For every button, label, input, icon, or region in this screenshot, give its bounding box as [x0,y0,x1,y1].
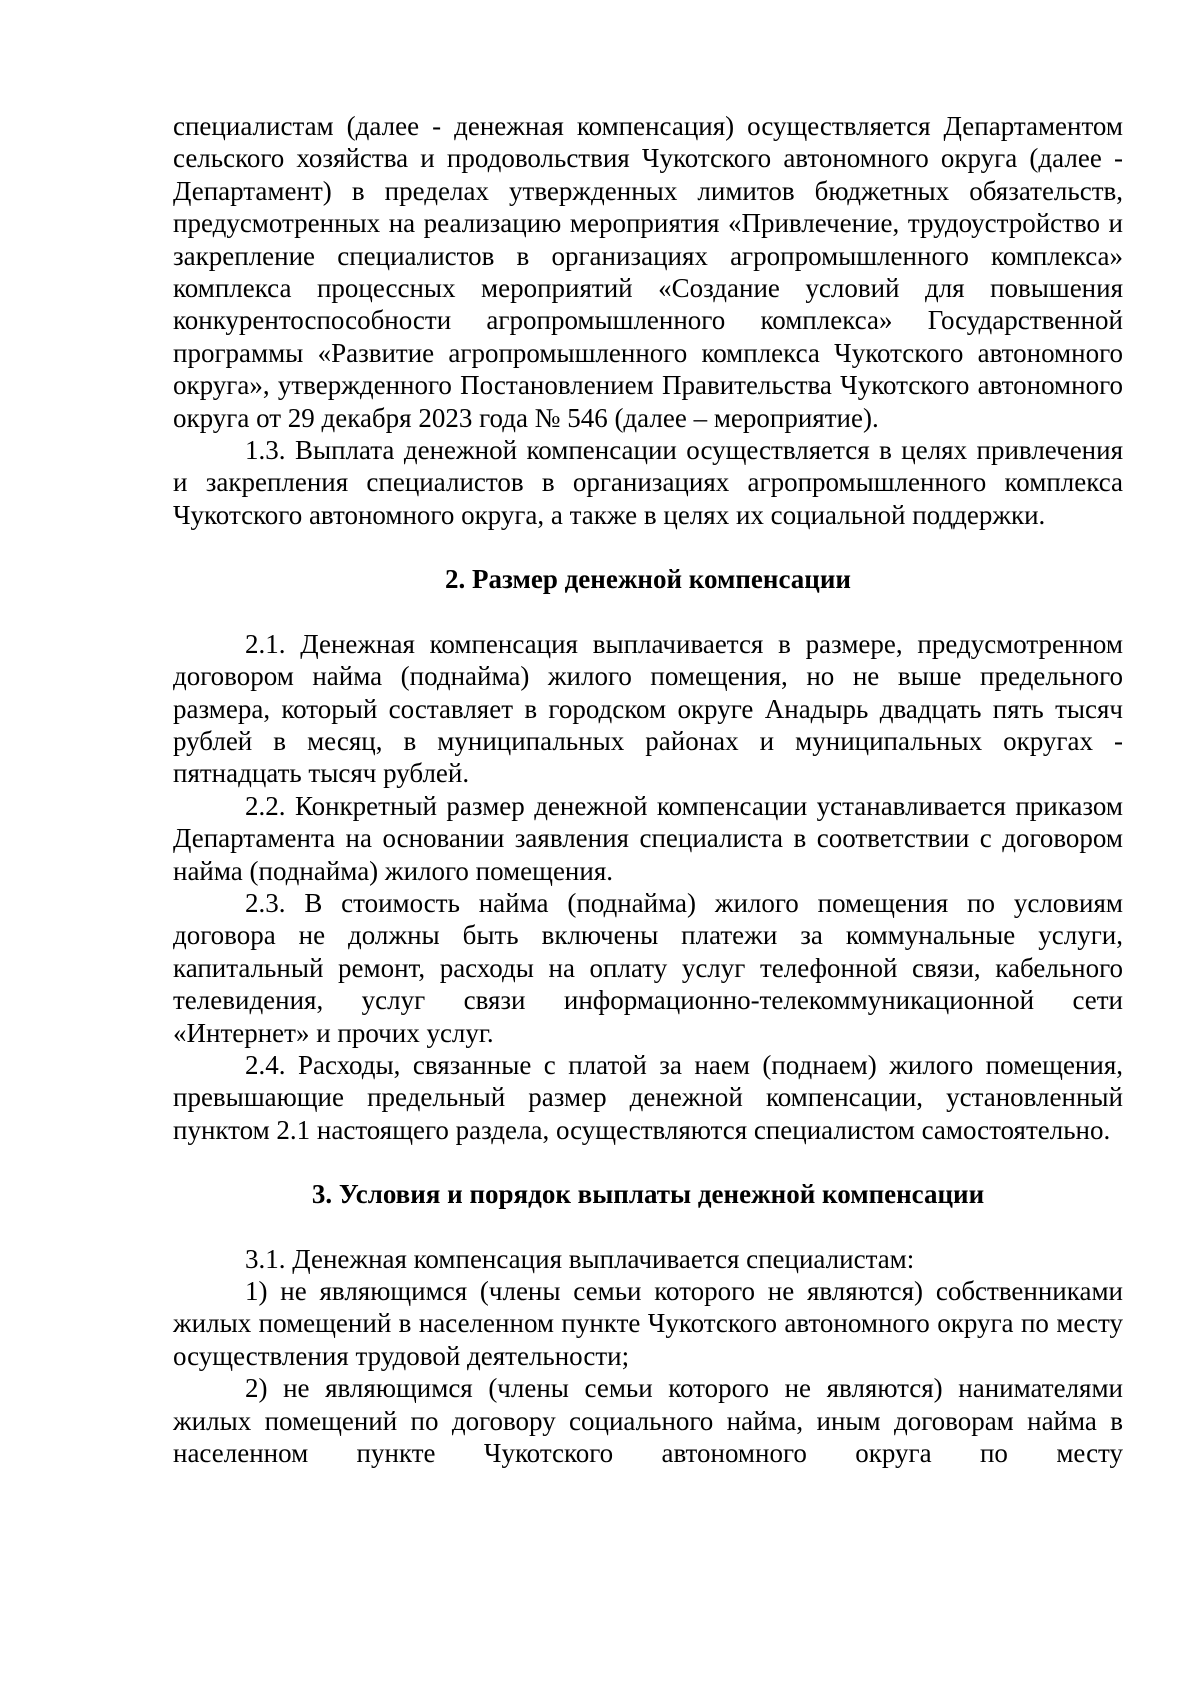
paragraph-3-1-item-1: 1) не являющимся (члены семьи которого не являются) собственниками жилых помещений в населенном пункте Чукотского автономного округа по месту осуществления трудовой деятельности; [173,1276,1123,1371]
paragraph-3-1-item-2: 2) не являющимся (члены семьи которого не являются) нанимателями жилых помещений по договору социального найма, иным договорам найма в населенном пункте Чукотского автономного округа по месту [173,1373,1123,1469]
paragraph-3-1: 3.1. Денежная компенсация выплачивается специалистам: [245,1243,915,1274]
paragraph-2-3: 2.3. В стоимость найма (поднайма) жилого помещения по условиям договора не должны быть включены платежи за коммунальные услуги, капитальный ремонт, расходы на оплату услуг телефонной связи, кабельного телевидения, услуг связи информационно-телекоммуникационной сети «Интернет» и прочих услуг. [173,887,1123,1048]
paragraph-2-1: 2.1. Денежная компенсация выплачивается в размере, предусмотренном договором найма (поднайма) жилого помещения, но не выше предельного размера, который составляет в городском округе Анадырь двадцать пять тысяч рублей в месяц, в муниципальных районах и муниципальных округах - пятнадцать тысяч рублей. [173,628,1123,789]
paragraph-1-3: 1.3. Выплата денежной компенсации осуществляется в целях привлечения и закрепления специалистов в организациях агропромышленного комплекса Чукотского автономного округа, а также в целях их социальной поддержки. [173,435,1123,530]
paragraph-2-2: 2.2. Конкретный размер денежной компенсации устанавливается приказом Департамента на основании заявления специалиста в соответствии с договором найма (поднайма) жилого помещения. [173,790,1123,886]
paragraph-intro: специалистам (далее - денежная компенсация) осуществляется Департаментом сельского хозяйства и продовольствия Чукотского автономного округа (далее - Департамент) в пределах утвержденных лимитов бюджетных обязательств, предусмотренных на реализацию мероприятия «Привлечение, трудоустройство и закрепление специалистов в организациях агропромышленного комплекса» комплекса процессных мероприятий «Создание условий для повышения конкурентоспособности агропромышленного комплекса» Государственной программы «Развитие агропромышленного комплекса Чукотского автономного округа», утвержденного Постановлением Правительства Чукотского автономного округа от 29 декабря 2023 года № 546 (далее – мероприятие). [173,111,1123,433]
document-page [173,110,1123,1469]
section-2-heading: 2. Размер денежной компенсации [445,564,851,595]
section-3-heading: 3. Условия и порядок выплаты денежной компенсации [311,1179,985,1210]
paragraph-2-4: 2.4. Расходы, связанные с платой за наем (поднаем) жилого помещения, превышающие предельный размер денежной компенсации, установленный пунктом 2.1 настоящего раздела, осуществляются специалистом самостоятельно. [173,1049,1123,1145]
